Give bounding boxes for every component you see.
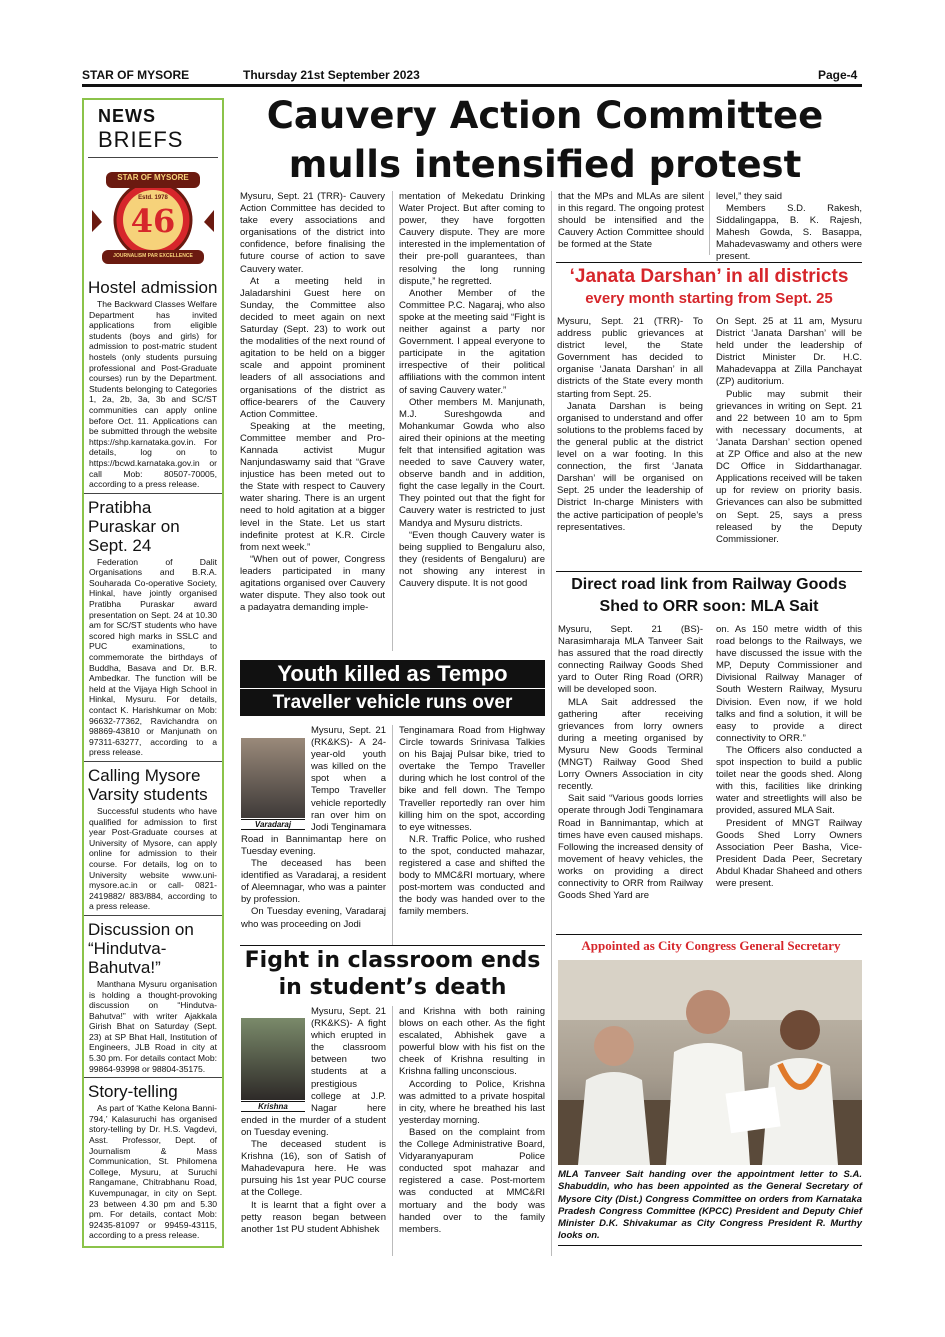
brief-varsity	[84, 761, 222, 912]
janata-col-1	[557, 316, 703, 534]
paragraph: mentation of Mekedatu Drinking Water Project. But after coming to power, they have forgotten Cauvery dispute. They are more interested in the implementation of their pre-poll guarantees, than resolving the long running dispute,” he regretted.	[399, 191, 545, 287]
paragraph: Based on the complaint from the College Administrative Board, Vidyaranyapuram Police conducted spot mahazar and registered a case. Post-mortem was conducted at MMC&RI mortuary and the body was handed over to the family members.	[399, 1126, 545, 1235]
brief-title: Pratibha Puraskar on Sept. 24	[88, 497, 180, 555]
fight-headline-line2: in student’s death	[278, 975, 507, 1000]
logo-est-text: Estd. 1978	[138, 195, 168, 201]
krishna-caption: Krishna	[241, 1101, 305, 1112]
lead-headline-line1: Cauvery Action Committee	[266, 94, 824, 137]
paragraph: It is learnt that a fight over a petty reason began between another 1st PU student Abhishek	[241, 1199, 386, 1235]
briefs-label: BRIEFS	[98, 127, 184, 152]
youth-col-1	[241, 725, 386, 931]
fight-col-1	[241, 1006, 386, 1236]
lead-col-1	[240, 191, 385, 614]
paragraph: that the MPs and MLAs are silent in this regard. The ongoing protest should be intensified and the Cauvery Action Committee should be formed at the State	[558, 191, 704, 251]
road-col-1	[558, 624, 703, 902]
paragraph: On Tuesday evening, Varadaraj who was proceeding on Jodi	[241, 906, 386, 930]
brief-title: Calling Mysore Varsity students	[88, 765, 208, 804]
congress-caption: MLA Tanveer Sait handing over the appointment letter to S.A. Shabuddin, who has been appointed as the General Secretary of Mysore City (Dist.) Congress Committee on orders from Karnataka Pradesh Congress Committee (KPCC) President and Deputy Chief Minister D.K. Shivakumar as City Congress President R. Murthy looks on.	[558, 1169, 862, 1246]
paragraph: and Krishna with both raining blows on each other. As the fight escalated, Abhishek gave a powerful blow with his fist on the cheek of Krishna resulting in Krishna falling unconscious.	[399, 1006, 545, 1078]
paragraph: Mysuru, Sept. 21 (BS)- Narasimharaja MLA Tanveer Sait has assured that the road directly connecting Railway Goods Shed yard to Outer Ring Road (ORR) will be developed soon.	[558, 624, 703, 696]
road-headline-line2: Shed to ORR soon: MLA Sait	[599, 598, 819, 615]
brief-hostel	[84, 278, 222, 490]
paragraph: on. As 150 metre width of this road belongs to the Railways, we have discussed the issue with the MP, Deputy Commissioner and Divisional Railway Manager of South Western Railway, Mysuru Division. Even now, if we hold talks and find a solution, it will be easy to provide a direct connectivity to ORR.”	[716, 624, 862, 744]
paragraph: Janata Darshan is being organised to understand and offer solutions to the problems faced by the general public at the district level on a war footing. In this connection, the first ‘Janata Darshan’ will be organised on Sept. 25 under the leadership of District In-charge Ministers with the active participation of people’s representatives.	[557, 400, 703, 533]
lead-col-3	[558, 191, 704, 251]
congress-headline: Appointed as City Congress General Secretary	[581, 938, 841, 953]
brief-title: Story-telling	[88, 1082, 178, 1102]
brief-title: Hostel admission	[88, 278, 218, 297]
lead-col-2	[399, 191, 545, 590]
paragraph: Sait said “Various goods lorries operate through Jodi Tenginamara Road in Bannimantap, which at times have even caused mishaps. Following the increased density of movement of heavy vehicles, the works on providing a direct connectivity to ORR from Railway Goods Shed Yard are	[558, 793, 703, 902]
paragraph: The deceased has been identified as Varadaraj, a resident of Aleemnagar, who was a painter by profession.	[241, 858, 386, 906]
congress-photo	[558, 960, 862, 1165]
brief-title: Discussion on “Hindutva-Bahutva!”	[88, 919, 194, 977]
logo-number: 46	[130, 202, 176, 240]
road-col-2	[716, 624, 862, 890]
paragraph: President of MNGT Railway Goods Shed Lorry Owners Association Peer Basha, Vice-President Dada Peer, Secretary Abdul Khadar Shaheed and others were present.	[716, 817, 862, 889]
paragraph: On Sept. 25 at 11 am, Mysuru District ‘Janata Darshan’ will be held under the leadership of District Minister Dr. H.C. Mahadevappa at Zilla Panchayat (ZP) auditorium.	[716, 316, 862, 388]
paragraph: Another Member of the Committee P.C. Nagaraj, who also spoke at the meeting said “Fight is neither against a party nor Government. I appeal everyone to participate in the agitation irrespective of their political affiliations with the common intent of saving Cauvery water.”	[399, 287, 545, 396]
brief-story	[84, 1077, 222, 1241]
paragraph: The Officers also conducted a spot inspection to build a public toilet near the goods shed. Along with this, facilities like drinking water and streetlights will also be provided, assured MLA Sait.	[716, 744, 862, 817]
column-rule	[392, 1006, 393, 1256]
paragraph: According to Police, Krishna was admitted to a private hospital in city, where he breathed his last yesterday morning.	[399, 1078, 545, 1126]
janata-headline-line1: ‘Janata Darshan’ in all districts	[569, 266, 849, 287]
paragraph: Tenginamara Road from Highway Circle towards Srinivasa Talkies on his Bajaj Pulsar bike, tried to overtake the Tempo Traveller during which he lost control of the bike and fell down. The Tempo Traveller reportedly ran over him killing him on the spot, according to eye witnesses.	[399, 725, 545, 833]
column-rule	[709, 191, 710, 255]
paragraph: “Even though Cauvery water is being supplied to Bengaluru also, they (residents of Bengaluru) are not showing any interest in Cauvery dispute. It is not good	[399, 529, 545, 589]
paragraph: The deceased student is Krishna (16), son of Satish of Mahadevapura here. He was pursuing his 1st year PUC course at the College.	[241, 1139, 386, 1199]
issue-date: Thursday 21st September 2023	[243, 68, 420, 82]
section-rule	[240, 945, 545, 946]
news-label: NEWS	[98, 106, 156, 126]
page-number: Page-4	[818, 68, 858, 82]
column-rule	[392, 191, 393, 651]
column-rule	[392, 725, 393, 945]
paragraph: Speaking at the meeting, Committee member and Pro-Kannada activist Mugur Nanjundaswamy said that “Grave injustice has been meted out to the State with respect to Cauvery water sharing. There is an urgent need to hold agitation at a bigger level in the State. Let us start indefinite protest at K.R. Circle from next week.”	[240, 420, 385, 553]
brief-discussion	[84, 915, 222, 1074]
road-headline-line1: Direct road link from Railway Goods	[571, 576, 847, 593]
brief-body: Manthana Mysuru organisation is holding a thought-provoking discussion on “Hindutva-Bahutva!” with writer Ajakkala Girish Bhat on Saturday (Sept. 23) at SP Bhat Hall, Institution of Engineers, JLB Road in city at 5.30 pm. For details contact Mob: 99864-93998 or 98804-35175.	[89, 978, 217, 1074]
logo-top-text: STAR OF MYSORE	[117, 173, 189, 182]
paragraph: Other members M. Manjunath, M.J. Sureshgowda and Mohankumar Gowda who also aired their opinions at the meeting felt that intensified agitation was needed to save Cauvery water, observe bandh and in addition, fight the case legally in the Court. They pointed out that the fight for Cauvery water is restricted to just Mandya and Mysuru districts.	[399, 396, 545, 529]
paragraph: MLA Sait addressed the gathering after receiving grievances from lorry owners during a meeting organised by Mysuru New Goods Terminal (MNGT) Railway Good Shed Lorry Owners Association in city recently.	[558, 696, 703, 793]
youth-headline-line1: Youth killed as Tempo	[240, 660, 545, 688]
paragraph: Mysuru, Sept. 21 (RK&KS)- A fight which erupted in the classroom between two students at a prestigious college at J.P. Nagar here ended in the murder of a student on Tuesday evening.	[241, 1006, 386, 1138]
paragraph: “When out of power, Congress leaders participated in many agitations organised over Cauvery water dispute. They also took out a padayatra demanding imple-	[240, 553, 385, 614]
news-briefs-sidebar	[82, 98, 224, 1248]
janata-headline-line2: every month starting from Sept. 25	[585, 290, 833, 307]
lead-col-4	[716, 191, 862, 264]
paragraph: Mysuru, Sept. 21 (TRR)- Cauvery Action Committee has decided to take every associations and organisations of the district into confidence, before finalising the future course of action to save Cauvery water.	[240, 191, 385, 275]
paragraph: Public may submit their grievances in writing on Sept. 21 and 22 between 10 am to 5pm with necessary documents, at ‘Janata Darshan’ section opened at ZP Office and also at the new DC Office in Siddarthanagar. Applications received will be taken up for review on priority basis. Grievances can also be submitted on Sept. 25, says a press released by the Deputy Commissioner.	[716, 388, 862, 545]
janata-col-2	[716, 316, 862, 546]
paragraph: level,” they said	[716, 191, 783, 202]
fight-headline-line1: Fight in classroom ends	[244, 948, 541, 973]
brief-body: Federation of Dalit Organisations and B.R.A. Souharada Co-operative Society, Hinkal, have jointly organised Pratibha Puraskar award presentation on Sept. 24 at 10.30 am for SC/ST students who have scored high marks in SSLC and PUC examinations, to commemorate the birthdays of Buddha, Basava and Dr. B.R. Ambedkar. The function will be held at the Vijaya High School in Hinkal, Mysuru. For details, contact K. Harishkumar on Mob: 96632-77362, Ravichandra on 98869-43810 or Manjunath on 97311-63277, according to a press release.	[89, 556, 217, 758]
brief-body: Successful students who have qualified for admission to first year Post-Graduate courses at University of Mysore, can apply online for admission to their course. For details, log on to University website www.uni-mysore.ac.in or call- 0821-2419882/ 883/884, according to a press release.	[89, 805, 217, 912]
paper-name: STAR OF MYSORE	[82, 68, 190, 82]
column-rule	[551, 191, 552, 1256]
lead-headline-line2: mulls intensified protest	[288, 143, 802, 186]
paragraph: N.R. Traffic Police, who rushed to the spot, conducted mahazar, registered a case and shifted the body to MMC&RI mortuary, where post-mortem was conducted and the body was handed over to the family members.	[399, 833, 545, 918]
paragraph: At a meeting held in Jaladarshini Guest here on Sunday, the Committee also decided to meet again on next Saturday (Sept. 23) to work out the modalities of the next round of agitation to be held on a bigger scale and appoint prominent leaders of all associations and organisations of the district as office-bearers of the Cauvery Action Committee.	[240, 275, 385, 420]
varadaraj-caption: Varadaraj	[241, 819, 305, 830]
logo-bottom-text: JOURNALISM PAR EXCELLENCE	[113, 253, 193, 259]
brief-body: As part of ‘Kathe Kelona Banni-794,’ Kalasuruchi has organised story-telling by Dr. H.S. Vagdevi, Asst. Professor, Dept. of Journalism & Mass Communication, St. Philomena College, Mysuru, at Suruchi Rangamane, Chitrabhanu Road, Kuvempunagar, in city on Sept. 23 between 4.30 pm and 5.30 pm. For details, contact Mob: 92435-81097 or 99459-43115, according to a press release.	[89, 1103, 217, 1241]
youth-headline-line2: Traveller vehicle runs over	[240, 689, 545, 716]
paragraph: Members S.D. Rakesh, Siddalingappa, B. K. Rajesh, Mahesh Gowda, S. Basappa, Mahadevaswamy and others were present.	[716, 203, 862, 263]
youth-col-2	[399, 725, 545, 919]
brief-pratibha	[84, 493, 222, 758]
section-rule	[556, 934, 862, 935]
fight-col-2	[399, 1006, 545, 1236]
section-rule	[556, 571, 862, 572]
brief-body: The Backward Classes Welfare Department has invited applications from eligible students (boys and girls) for admission to post-matric student hostels (only students pursuing professional and Post-Graduate courses) run by the Department. Students belonging to Categories 1, 2a, 2b, 3a, 3b and SC/ST communities can apply online before Oct. 11. Applications can be submitted through the website https://shp.karnataka.gov.in. For details, log on to https://bcwd.karnataka.gov.in or call Mob: 80507-70005, according to a press release.	[89, 299, 217, 490]
paragraph: Mysuru, Sept. 21 (RK&KS)- A 24-year-old youth was killed on the spot when a Tempo Traveller vehicle reportedly ran over him on Jodi Tenginamara Road in Bannimantap here on Tuesday evening.	[241, 725, 386, 857]
header-rule	[82, 84, 862, 87]
section-rule	[556, 262, 862, 263]
anniversary-logo	[84, 162, 222, 274]
paragraph: Mysuru, Sept. 21 (TRR)- To address public grievances at district level, the State Government has decided to organise ‘Janata Darshan’ in all districts of the State every month starting from Sept. 25.	[557, 316, 703, 400]
